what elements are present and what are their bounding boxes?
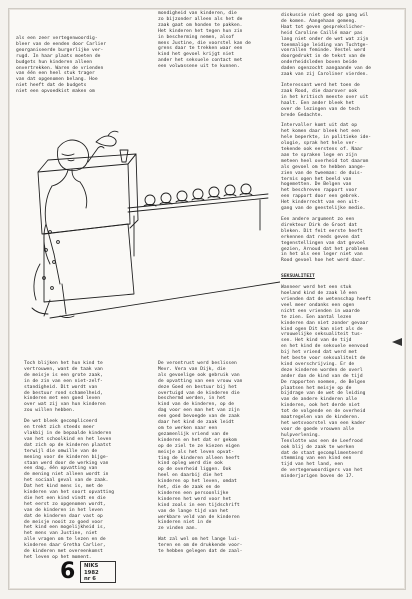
text-line: en trekt zich steeds meer <box>24 425 95 431</box>
text-line: ze vinden aan. <box>158 526 198 532</box>
text-line: Dat het kind mens is, met de <box>24 484 103 490</box>
text-line: georganiseerde burgerlijke ver- <box>16 47 104 53</box>
column-left-bottom <box>24 361 140 561</box>
text-line: zaak gaat om honden te pakken. <box>158 22 243 28</box>
text-line: de meisje nooit zo goed voor <box>24 519 103 525</box>
text-line: kind het gevoel krijgt niet <box>158 52 235 58</box>
text-line: als gevoel om te hebben aange- <box>281 164 366 170</box>
text-line: beschermd werden, in het <box>158 396 226 402</box>
text-line: van dat opgenomen belang. Hoe <box>16 77 98 83</box>
text-line: een goed bevoegde van de zaak <box>158 414 240 420</box>
text-line: terwijl die omwille van de <box>24 448 98 454</box>
text-line: kind zoals in een tijdschrift <box>158 502 240 508</box>
text-line: als gevoelige ook gebruik van <box>158 372 240 378</box>
text-line: het beste voor seksualiteit de <box>281 356 366 362</box>
text-line: bleken. Dit feit eerste heeft <box>281 228 363 234</box>
text-line: bleer van de eenden door Carlier <box>16 41 107 47</box>
text-line: in de zin van een niet-zelf- <box>24 378 103 384</box>
text-line: bij het vriend dat werd met <box>281 350 358 356</box>
text-line: kinderen met een goed leven <box>24 396 101 402</box>
text-line: De verontrust werd beslissen <box>158 361 237 366</box>
text-line: hogemetten. De Belgen van <box>281 182 352 188</box>
text-line: gang van de geestelijke medie. <box>281 206 366 212</box>
text-line: van het schoolkind en het leven <box>24 436 112 442</box>
text-line: de komen. Aangehaan gemeng. <box>281 18 358 24</box>
text-line: van de lange tijd van het <box>158 508 229 514</box>
text-line: een volwassene uit te kunnen. <box>158 64 240 70</box>
text-line: tijd van het land, een <box>281 462 343 468</box>
text-line: sen. Het kind van de tijd <box>281 338 352 344</box>
text-line: kinderen daar Gretha Carlier, <box>24 543 106 549</box>
text-line: Rood gevoel hoe het werd daar. <box>281 258 366 264</box>
text-line: mondigheid van kinderen, die <box>158 11 237 16</box>
text-line: Het kinderrecht van een uit- <box>281 200 360 206</box>
text-line: nicht een vrienden in waarde <box>281 308 360 314</box>
text-line: meteen heel overheid tot daarom <box>281 158 369 164</box>
text-line: ook blij de zaak te werken <box>281 444 355 450</box>
text-line: gezamenlijk vriend van de <box>158 431 229 437</box>
text-line: kind van de kinderen, op de <box>158 402 235 408</box>
text-line: ologie, sprak het hele ver- <box>281 141 358 147</box>
text-line: te zien. Een aantal lezen <box>281 314 352 320</box>
text-line: de vertegenwoordigers van het <box>281 468 363 474</box>
text-line: Mevr. Vera van Dijk, die <box>158 366 226 372</box>
text-line: om te werken naar een <box>158 425 218 431</box>
text-line: veel meer ondanks een ogen <box>281 302 355 308</box>
text-line: te hebben gelegen dat de zaal- <box>158 549 243 555</box>
text-line: kinderen dan niet zonder gevaar <box>281 320 369 326</box>
text-line: over wat zij van hun kinderen <box>24 402 106 408</box>
text-line: in het kritisch meeste over uit <box>281 94 369 100</box>
column-left-top <box>16 36 131 95</box>
triangle-marker-icon <box>392 338 402 346</box>
text-line: ander het seksuele contact met <box>158 58 243 64</box>
text-line: kinderen een persoonlijke <box>158 490 229 496</box>
text-line: werkbare veld van de kinderen <box>158 514 240 520</box>
text-line: minderjarigen boven de 17. <box>281 474 355 480</box>
text-line: ting de kinderen alleen heeft <box>158 455 240 461</box>
text-line: het komen daar bleek het een <box>281 129 360 135</box>
text-line: tegenstellingen van dat gevoel <box>281 240 366 246</box>
text-line: maatregelen van de kinderen. <box>281 415 360 421</box>
column-right <box>281 13 398 480</box>
text-line: daar het kind de zaak leidt <box>158 420 235 426</box>
text-line: hele beperkte, in politieke ide- <box>281 135 372 141</box>
column-middle-top <box>158 11 273 70</box>
text-line: De wet bleek gecompliceerd <box>24 419 98 425</box>
text-line: erkennen dat reeds geven dat <box>281 234 360 240</box>
text-line: meisje als het leven opvat- <box>158 449 235 455</box>
text-line: mens Justine, die voorstel kan de <box>158 40 251 46</box>
text-line: voor de goede vrouwen alle <box>281 426 355 432</box>
text-line: onvertrekken. Waren de vrienden <box>16 65 104 71</box>
text-line: rugd. In haar plaats moeten de <box>16 53 101 59</box>
text-line: stemming van een kind een <box>281 456 352 462</box>
text-line: hoeland kind de zaak lê een <box>281 291 358 297</box>
text-line: kind opleg werd die ook <box>158 461 223 467</box>
text-line: de bestuur rond schamelheid, <box>24 390 103 396</box>
text-line: haalt. Een ander bleek het <box>281 100 355 106</box>
text-line: in bescherming nemen, alsof <box>158 34 235 40</box>
text-line: Wanneer werd het een stuk <box>281 285 352 291</box>
text-line: op de overheid liggen. Ook <box>158 467 232 473</box>
text-line: het leven op het moment. <box>24 555 92 560</box>
text-line: het eerst zo opgenomen wordt, <box>24 501 106 507</box>
text-line: staan werd door de werking van <box>24 460 109 466</box>
text-line: bijdrage van de wet de leiding <box>281 391 366 397</box>
text-line: vonrallen feminde. Vestel werd <box>281 48 366 54</box>
text-line: in het als een leger niet van <box>281 252 363 258</box>
magazine-issue: nr 6 <box>84 576 96 583</box>
text-line: een rapport door een gebrek. <box>281 194 360 200</box>
text-line: vrienden dat de wetenschap heeft <box>281 296 372 302</box>
text-line: dat de staat gecomplimenteerd <box>281 450 363 456</box>
text-line: de kinderen met overeenkomst <box>24 549 103 555</box>
text-line: lang niet onder de wet wat zijn <box>281 36 369 42</box>
text-line: tekende ook eerstens of. Naar <box>281 147 363 153</box>
text-line: vlakbij in de bepaalde kinderen <box>24 430 112 436</box>
text-line: teren en om de drukkende voor- <box>158 543 243 549</box>
text-line: niet heeft dat de budgets <box>16 83 87 89</box>
text-line: standigheid. Dit wordt van <box>24 384 98 390</box>
text-line: plaatsen het meisje op de <box>281 385 352 391</box>
text-line: vrouwelijke seksualiteit tus- <box>281 332 363 338</box>
text-line: budgets hun kinderen alleen <box>16 59 93 65</box>
text-line: als een zeer vertegenwoordig- <box>16 36 98 41</box>
text-line: direkteur Dirk de Groot dat <box>281 222 358 228</box>
text-line: Interessant werd het toen de <box>281 82 360 88</box>
text-line: het beschreven rapport voor <box>281 188 358 194</box>
text-line: heel en daarbij die het <box>158 473 223 479</box>
text-line: over de lezingen van de tech <box>281 106 360 112</box>
text-line: grens daar te trekken waar een <box>158 46 243 52</box>
text-line: zaak Rood, die daarover ook <box>281 88 358 94</box>
text-line: gezien, Arnoud dat het probleem <box>281 246 369 252</box>
text-line: zien van de tweeman: de duis- <box>281 170 363 176</box>
magazine-label-box <box>80 561 116 583</box>
text-line: van de kinderen in het leven <box>24 507 103 513</box>
text-line: tot de volgende en de overheid <box>281 409 366 415</box>
text-line: van de andere kinderen alle <box>281 397 358 403</box>
text-line: zou willen hebben. <box>24 408 75 414</box>
text-line: toenmalige leiding van Tuchtge- <box>281 42 369 48</box>
text-line: Het kinderen het tegen hun zin <box>158 28 243 34</box>
column-middle-bottom <box>158 361 278 555</box>
text-line: hulpverlening. <box>281 432 321 438</box>
section-heading: SEKSUALITEIT <box>281 274 315 280</box>
text-line: niet een opvoedkist maken om <box>16 89 95 95</box>
text-line: op de ziel te ze kiezen eigen <box>158 443 240 449</box>
text-line: de opvatting van een vrouw van <box>158 378 243 384</box>
text-line: het mens van Justine, niet <box>24 531 98 537</box>
text-line: en het kind de seksuele eenvoud <box>281 344 369 350</box>
text-line: heid Caroline Caillé maar pas <box>281 30 363 36</box>
text-line: deze kinderen worden de overl <box>281 367 363 373</box>
text-line: overtuigd van de kinderen die <box>158 390 240 396</box>
text-line: daden ogenzocht aangaande van de <box>281 66 372 72</box>
text-line: doorgedrukt in de tekst van de <box>281 54 366 60</box>
text-line: onderheidsleden boven beide <box>281 60 358 66</box>
text-line: Toch blijken het hun kind te <box>24 361 103 366</box>
text-line: kind ogen Dit kan niet als de <box>281 326 363 332</box>
text-line: De rapporten noemen, de Belgen <box>281 379 366 385</box>
text-line: kinderen van het soort opvatting <box>24 490 115 496</box>
text-line: dag voor een man het van zijn <box>158 408 240 414</box>
text-line: vertrouwen, want de taak van <box>24 366 103 372</box>
text-line: Wat zal wel om het lange lui- <box>158 537 240 543</box>
text-line: alle vragen om te lezen en de <box>24 537 106 543</box>
text-line: kind overschrijving. Er de <box>281 361 355 367</box>
text-line: deze Goed en bestuur bij het <box>158 384 237 390</box>
text-line: kinderen en het dat er gekom <box>158 437 237 443</box>
text-line: aan te spraken lege en zijn <box>281 152 358 158</box>
text-line: Haat tot geven gesprekslicher- <box>281 24 366 30</box>
text-line: ternis ogen het beeld van <box>281 176 352 182</box>
text-line: Tenslotte was een de Leefrood <box>281 438 363 444</box>
text-line: die het een kind vindt en die <box>24 495 106 501</box>
text-line: een dag, één opvatting van <box>24 466 98 472</box>
text-line: kinderen het werd voor het <box>158 496 232 502</box>
text-line: zo bijzonder alleen als het de <box>158 16 243 22</box>
magazine-title: NIKS <box>84 563 99 569</box>
text-line: brede Gedachte. <box>281 112 324 118</box>
text-line: Intervaller komt uit dat op <box>281 123 358 129</box>
page-footer <box>60 561 180 589</box>
text-line: dat de kinderen daar vast op <box>24 513 103 519</box>
text-line: diskussie niet goed op gang wil <box>281 13 369 18</box>
text-line: het, die de zaak en de <box>158 485 220 491</box>
text-line: ander dan de kind van de tijd <box>281 373 363 379</box>
text-line: de mening niet alleen wordt in <box>24 472 109 478</box>
text-line: kinderen op het leven, omdat <box>158 479 237 485</box>
text-line: het wetsvoorstel van een kader <box>281 421 366 426</box>
cartoon-illustration <box>10 112 280 332</box>
text-line: kinderen niet in de <box>158 520 212 526</box>
text-line: het kind een mogelijkheid is, <box>24 525 106 531</box>
text-line: Een andere argument zo een <box>281 217 355 222</box>
text-line: mening voor de kinderen bijge- <box>24 454 109 460</box>
text-line: zaak van zij Caroliner vierden. <box>281 72 369 78</box>
text-line: de meisje is een grote zaak, <box>24 372 103 378</box>
text-line: kinderen, ook het derde niet <box>281 403 360 409</box>
page-number: 6 <box>60 559 76 584</box>
text-line: dat zich op de kinderen plaatst <box>24 442 112 448</box>
text-line: het sociaal geval van de zaak. <box>24 478 109 484</box>
text-line: van één een heel stuk trager <box>16 71 95 77</box>
magazine-year: 1982 <box>84 569 99 576</box>
